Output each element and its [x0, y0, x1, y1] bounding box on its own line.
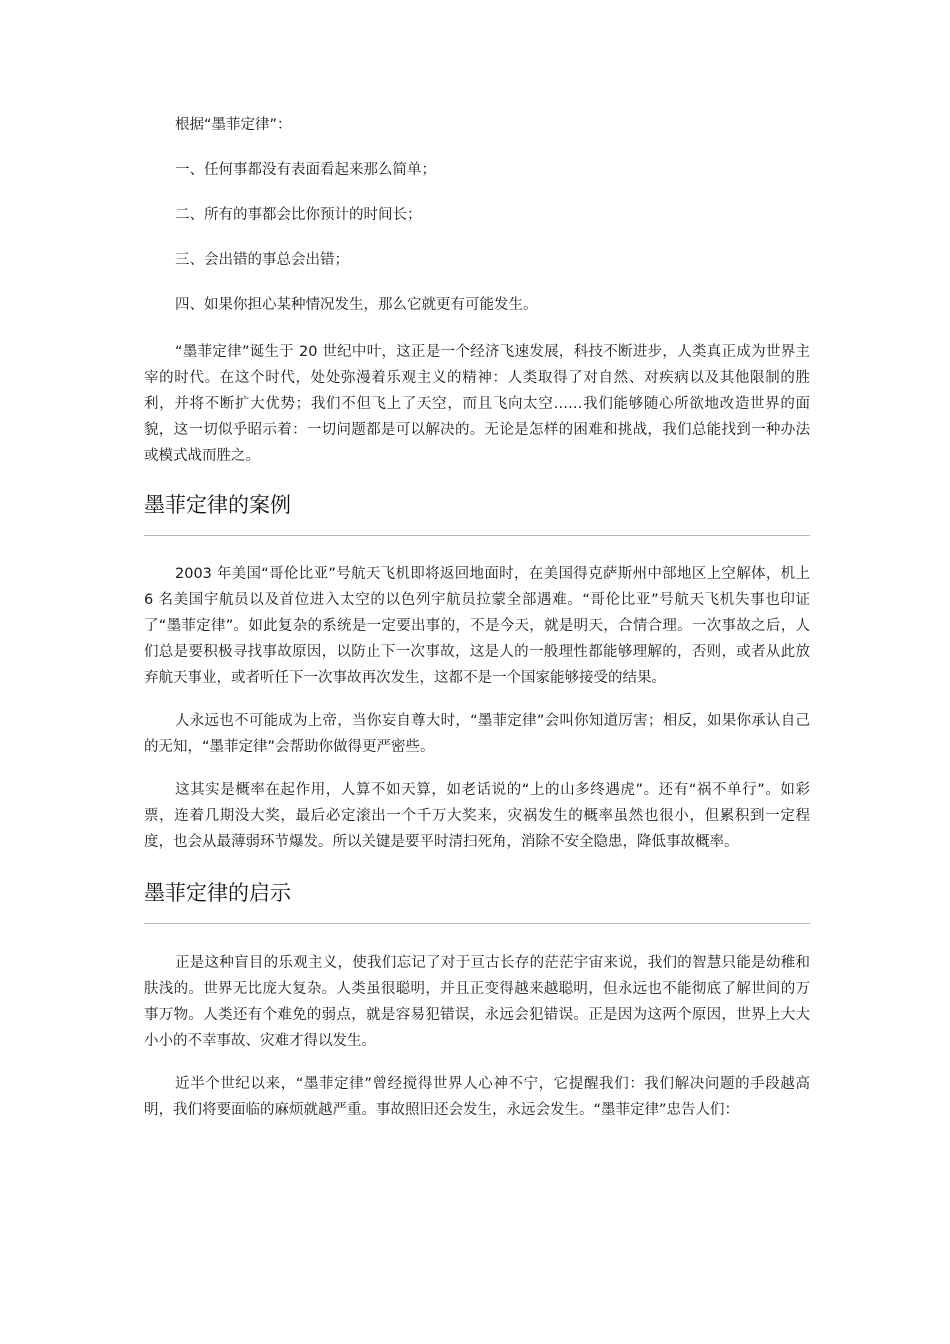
- list-item: 二、所有的事都会比你预计的时间长；: [175, 207, 422, 223]
- list-intro-line: 根据“墨菲定律”：: [175, 117, 292, 133]
- intro-paragraph: “墨菲定律”诞生于 20 世纪中叶，这正是一个经济飞速发展，科技不断进步，人类真正成为世界主宰的时代。在这个时代，处处弥漫着乐观主义的精神：人类取得了对自然、对疾病以及其他限制的胜利，并将不断扩大优势；我们不但飞上了天空，而且飞向太空……我们能够随心所欲地改造世界的面貌，这一切似乎昭示着：一切问题都是可以解决的。无论是怎样的困难和挑战，我们总能找到一种办法或模式战而胜之。: [144, 344, 810, 464]
- list-item: 一、任何事都没有表面看起来那么简单；: [175, 162, 436, 178]
- section-heading-cases: 墨菲定律的案例: [144, 491, 810, 536]
- body-paragraph: 近半个世纪以来，“墨菲定律”曾经搅得世界人心神不宁，它提醒我们：我们解决问题的手段越高明，我们将要面临的麻烦就越严重。事故照旧还会发生，永远会发生。“墨菲定律”忠告人们：: [144, 1076, 810, 1118]
- body-paragraph: 2003 年美国“哥伦比亚”号航天飞机即将返回地面时，在美国得克萨斯州中部地区上空解体，机上 6 名美国宇航员以及首位进入太空的以色列宇航员拉蒙全部遇难。“哥伦比亚”号航天飞机失事也印证了“墨菲定律”。如此复杂的系统是一定要出事的，不是今天，就是明天，合情合理。一次事故之后，人们总是要积极寻找事故原因，以防止下一次事故，这是人的一般理性都能够理解的，否则，或者从此放弃航天事业，或者听任下一次事故再次发生，这都不是一个国家能够接受的结果。: [144, 566, 810, 686]
- list-item: 四、如果你担心某种情况发生，那么它就更有可能发生。: [175, 297, 538, 313]
- body-paragraph: 人永远也不可能成为上帝，当你妄自尊大时，“墨菲定律”会叫你知道厉害；相反，如果你承认自己的无知，“墨菲定律”会帮助你做得更严密些。: [144, 713, 810, 755]
- list-item: 三、会出错的事总会出错；: [175, 252, 349, 268]
- body-paragraph: 这其实是概率在起作用，人算不如天算，如老话说的“上的山多终遇虎”。还有“祸不单行”。如彩票，连着几期没大奖，最后必定滚出一个千万大奖来，灾祸发生的概率虽然也很小，但累积到一定程度，也会从最薄弱环节爆发。所以关键是要平时清扫死角，消除不安全隐患，降低事故概率。: [144, 782, 810, 850]
- section-heading-lessons: 墨菲定律的启示: [144, 879, 810, 924]
- document-page: [144, 114, 810, 1123]
- body-paragraph: 正是这种盲目的乐观主义，使我们忘记了对于亘古长存的茫茫宇宙来说，我们的智慧只能是幼稚和肤浅的。世界无比庞大复杂。人类虽很聪明，并且正变得越来越聪明，但永远也不能彻底了解世间的万事万物。人类还有个难免的弱点，就是容易犯错误，永远会犯错误。正是因为这两个原因，世界上大大小小的不幸事故、灾难才得以发生。: [144, 955, 810, 1049]
